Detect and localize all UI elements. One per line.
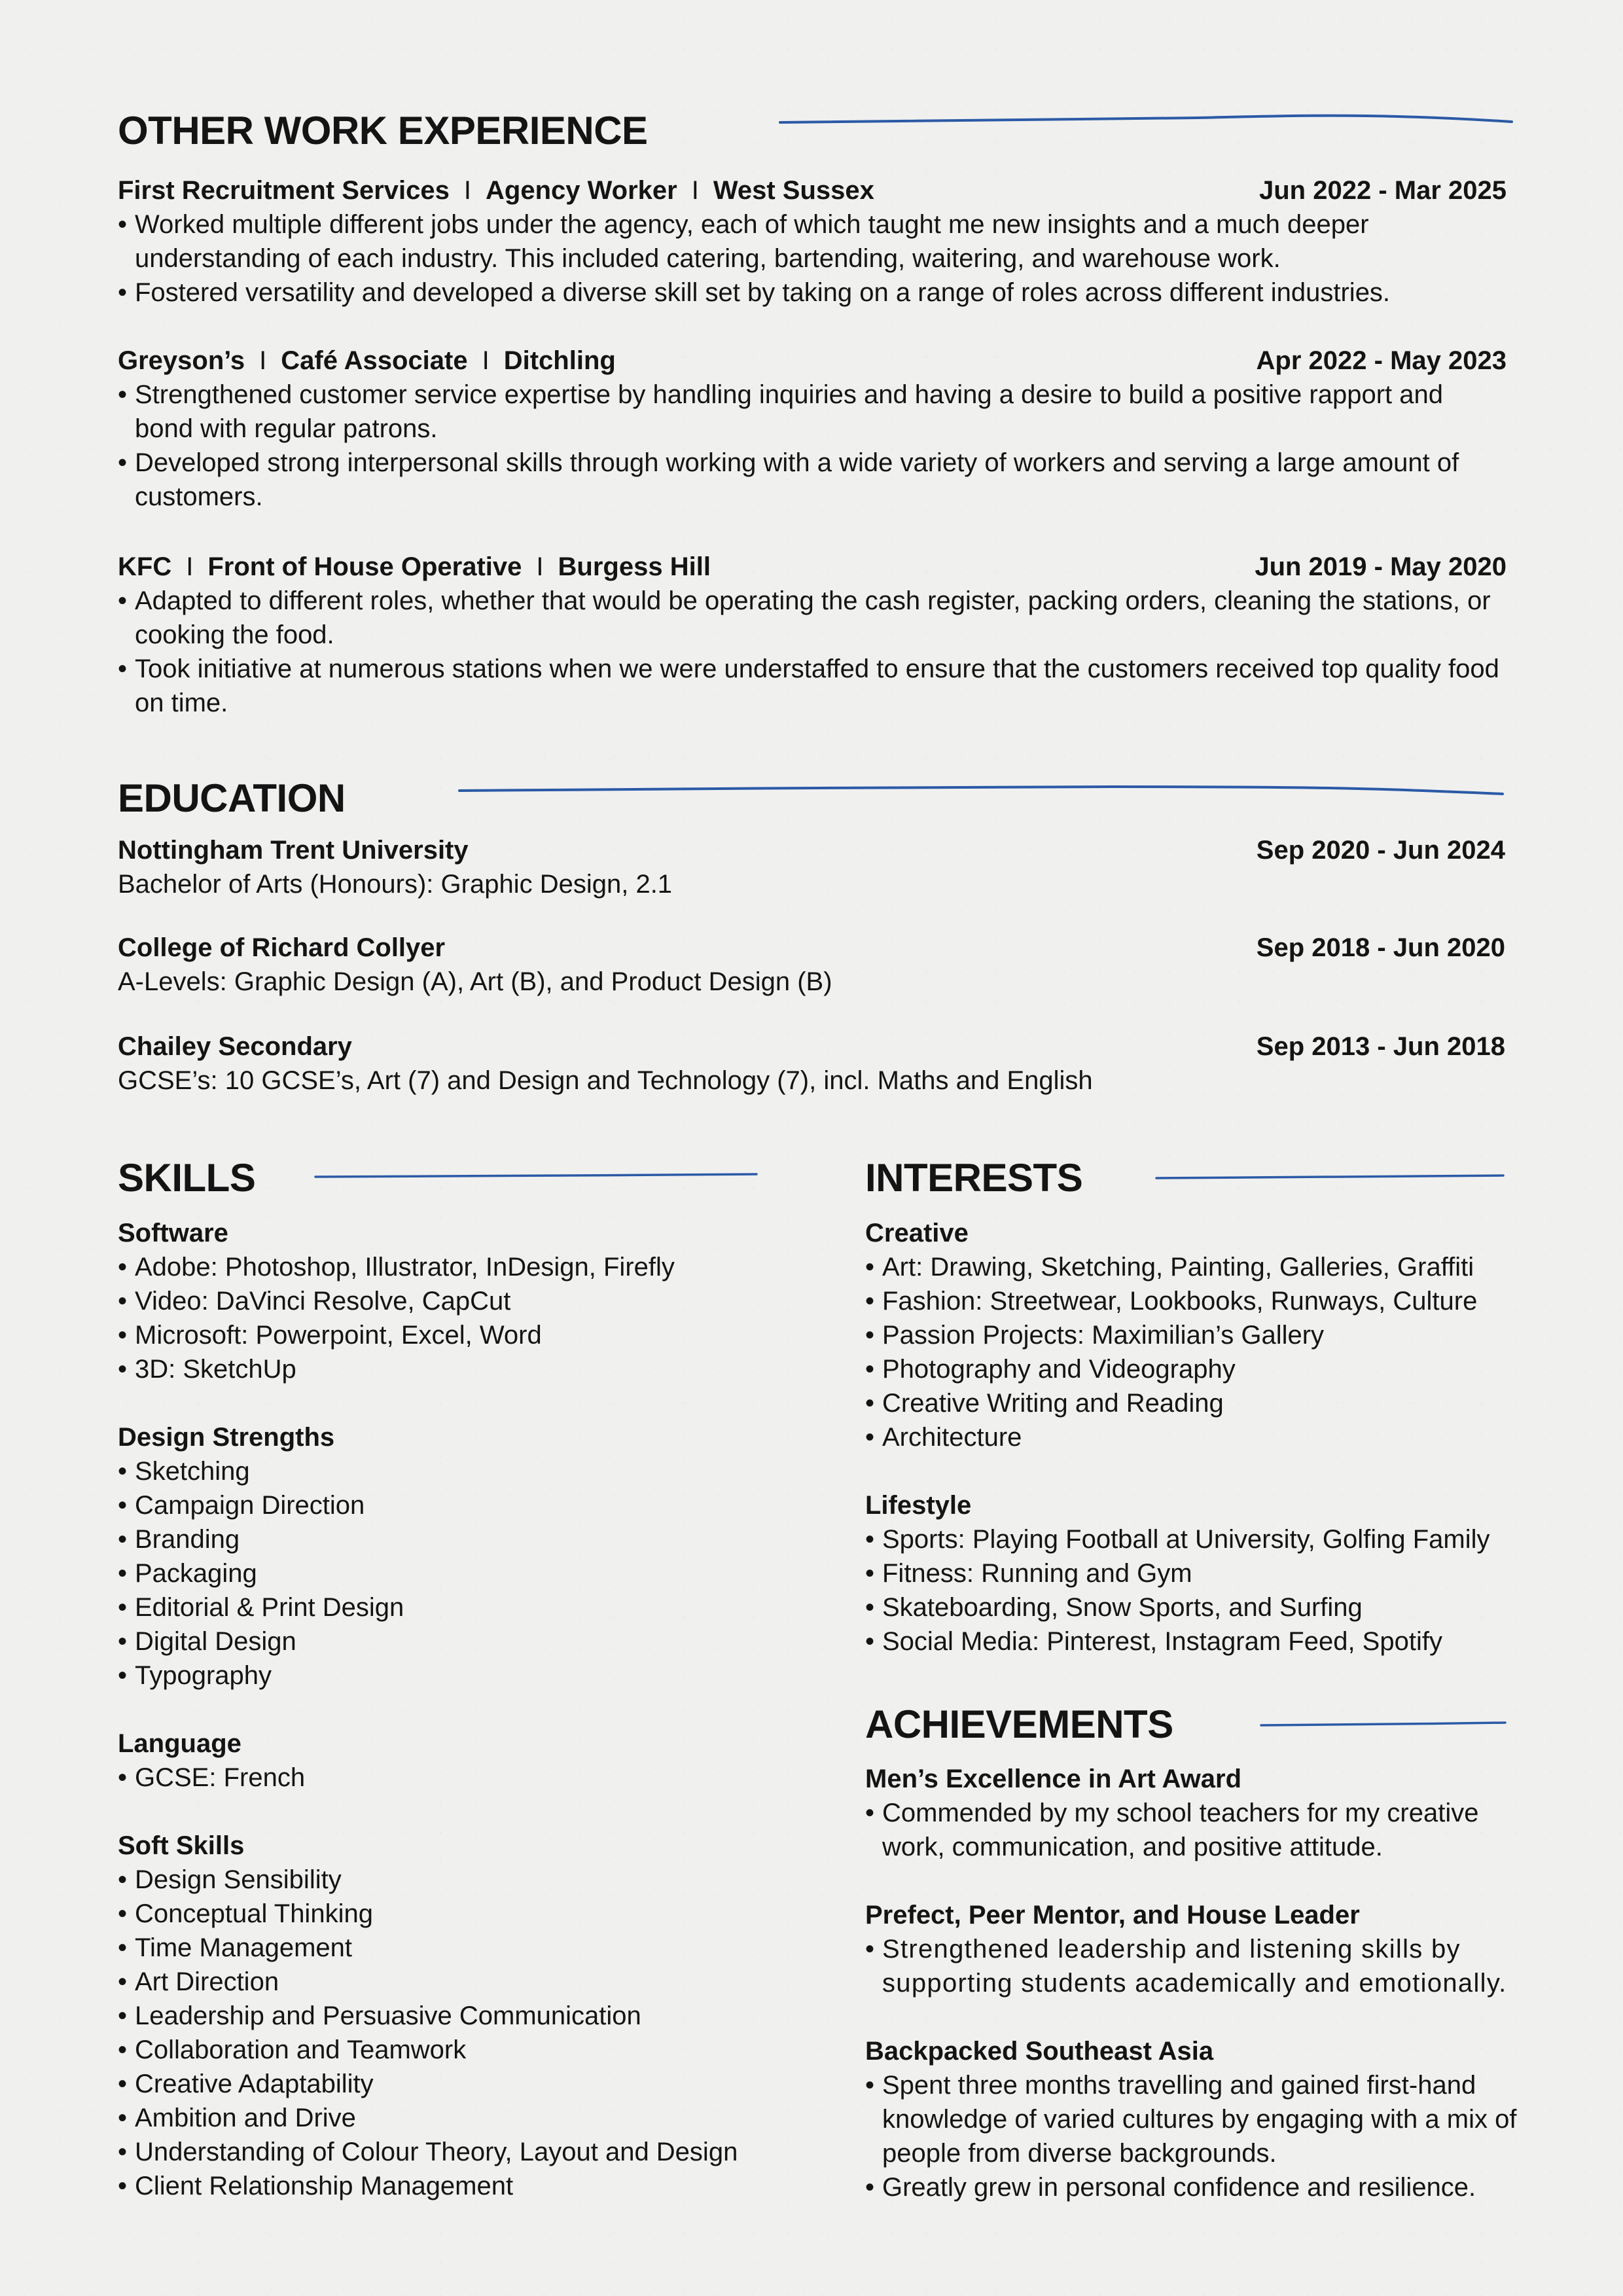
job-role: Agency Worker — [486, 176, 677, 205]
separator: I — [536, 552, 544, 581]
interests-group — [865, 1488, 1520, 1659]
list-item: • Design Sensibility — [118, 1863, 825, 1897]
achievement-title: Backpacked Southeast Asia — [865, 2037, 1214, 2066]
list-item: • Leadership and Persuasive Communication — [118, 1999, 825, 2033]
skills-heading: SKILLS — [118, 1156, 256, 1200]
skills-group — [118, 1216, 825, 1386]
education-header — [118, 1030, 1505, 1064]
achievement-entry — [865, 1762, 1520, 1864]
job-title-line — [118, 173, 874, 207]
separator: I — [482, 346, 490, 375]
list-item: • Spent three months travelling and gained first-hand knowledge of varied cultures by engaging with a mix of people from diverse backgrounds. — [865, 2068, 1520, 2170]
list-item: • Video: DaVinci Resolve, CapCut — [118, 1284, 825, 1318]
list-item: • Sketching — [118, 1454, 825, 1488]
education-heading-rule — [458, 779, 1505, 798]
education-header — [118, 833, 1505, 867]
education-entry — [118, 931, 1505, 999]
interests-group-title: Creative — [865, 1219, 969, 1247]
list-item: • Creative Adaptability — [118, 2067, 825, 2101]
skills-group-title: Design Strengths — [118, 1423, 335, 1452]
work-heading: OTHER WORK EXPERIENCE — [118, 109, 648, 152]
interests-column — [865, 1216, 1520, 1693]
list-item: • Conceptual Thinking — [118, 1897, 825, 1931]
skills-list — [118, 1761, 825, 1795]
list-item: • Architecture — [865, 1420, 1520, 1454]
list-item: • Digital Design — [118, 1624, 825, 1659]
education-dates: Sep 2018 - Jun 2020 — [1256, 933, 1505, 962]
achievement-title: Prefect, Peer Mentor, and House Leader — [865, 1901, 1360, 1929]
job-header — [118, 550, 1507, 584]
list-item: • Fashion: Streetwear, Lookbooks, Runways, Culture — [865, 1284, 1520, 1318]
list-item: • Greatly grew in personal confidence and resilience. — [865, 2170, 1520, 2204]
list-item: • Adobe: Photoshop, Illustrator, InDesign, Firefly — [118, 1250, 825, 1284]
job-bullets — [118, 378, 1507, 514]
skills-group-title: Software — [118, 1219, 228, 1247]
list-item: • 3D: SketchUp — [118, 1352, 825, 1386]
job-bullet: • Worked multiple different jobs under the agency, each of which taught me new insights and a much deeper understanding of each industry. This included catering, bartending, waitering, and warehouse work. — [118, 207, 1507, 276]
education-dates: Sep 2013 - Jun 2018 — [1256, 1032, 1505, 1061]
separator: I — [186, 552, 194, 581]
skills-list — [118, 1250, 825, 1386]
job-employer: KFC — [118, 552, 172, 581]
list-item: • Client Relationship Management — [118, 2169, 825, 2203]
separator: I — [259, 346, 267, 375]
job-employer: Greyson’s — [118, 346, 245, 375]
separator: I — [463, 176, 471, 205]
education-dates: Sep 2020 - Jun 2024 — [1256, 836, 1505, 865]
job-bullets — [118, 584, 1507, 720]
list-item: • Social Media: Pinterest, Instagram Feed, Spotify — [865, 1624, 1520, 1659]
skills-group-title: Soft Skills — [118, 1831, 245, 1860]
job-location: Ditchling — [503, 346, 616, 375]
achievement-bullets — [865, 2068, 1520, 2204]
job-title-line — [118, 344, 616, 378]
job-bullet: • Fostered versatility and developed a diverse skill set by taking on a range of roles across different industries. — [118, 276, 1507, 310]
job-location: West Sussex — [713, 176, 874, 205]
job-bullet: • Took initiative at numerous stations when we were understaffed to ensure that the customers received top quality food on time. — [118, 652, 1507, 720]
list-item: • Photography and Videography — [865, 1352, 1520, 1386]
education-school: Nottingham Trent University — [118, 836, 469, 865]
job-entry — [118, 344, 1507, 514]
achievements-column — [865, 1762, 1520, 2238]
education-heading: EDUCATION — [118, 776, 346, 820]
job-title-line — [118, 550, 711, 584]
list-item: • Typography — [118, 1659, 825, 1693]
education-detail: A-Levels: Graphic Design (A), Art (B), and Product Design (B) — [118, 967, 832, 996]
achievement-bullets — [865, 1932, 1520, 2000]
job-role: Front of House Operative — [207, 552, 522, 581]
achievement-entry — [865, 1898, 1520, 2000]
achievements-heading-rule — [1260, 1716, 1507, 1732]
skills-group — [118, 1829, 825, 2203]
skills-list — [118, 1454, 825, 1693]
job-header — [118, 173, 1507, 207]
interests-group — [865, 1216, 1520, 1454]
skills-heading-rule — [314, 1165, 759, 1181]
interests-heading-rule — [1155, 1165, 1505, 1181]
job-employer: First Recruitment Services — [118, 176, 450, 205]
job-entry — [118, 173, 1507, 310]
education-detail: GCSE’s: 10 GCSE’s, Art (7) and Design and Technology (7), incl. Maths and English — [118, 1066, 1093, 1095]
job-bullet: • Strengthened customer service expertise by handling inquiries and having a desire to build a positive rapport and bond with regular patrons. — [118, 378, 1507, 446]
education-header — [118, 931, 1505, 965]
list-item: • Collaboration and Teamwork — [118, 2033, 825, 2067]
achievement-title: Men’s Excellence in Art Award — [865, 1765, 1242, 1793]
job-bullet: • Developed strong interpersonal skills through working with a wide variety of workers and serving a large amount of customers. — [118, 446, 1507, 514]
achievements-heading: ACHIEVEMENTS — [865, 1702, 1173, 1746]
skills-column — [118, 1216, 825, 2237]
list-item: • Microsoft: Powerpoint, Excel, Word — [118, 1318, 825, 1352]
list-item: • Skateboarding, Snow Sports, and Surfing — [865, 1590, 1520, 1624]
achievement-bullets — [865, 1796, 1520, 1864]
list-item: • Art Direction — [118, 1965, 825, 1999]
job-location: Burgess Hill — [558, 552, 711, 581]
skills-list — [118, 1863, 825, 2203]
list-item: • Commended by my school teachers for my creative work, communication, and positive attitude. — [865, 1796, 1520, 1864]
list-item: • Campaign Direction — [118, 1488, 825, 1522]
list-item: • Fitness: Running and Gym — [865, 1556, 1520, 1590]
education-entry — [118, 833, 1505, 901]
list-item: • Creative Writing and Reading — [865, 1386, 1520, 1420]
education-detail: Bachelor of Arts (Honours): Graphic Design, 2.1 — [118, 870, 673, 899]
separator: I — [691, 176, 699, 205]
job-dates: Jun 2019 - May 2020 — [1255, 552, 1507, 581]
list-item: • GCSE: French — [118, 1761, 825, 1795]
job-dates: Jun 2022 - Mar 2025 — [1259, 176, 1507, 205]
list-item: • Strengthened leadership and listening skills by supporting students academically and emotionally. — [865, 1932, 1520, 2000]
job-header — [118, 344, 1507, 378]
list-item: • Passion Projects: Maximilian’s Gallery — [865, 1318, 1520, 1352]
list-item: • Time Management — [118, 1931, 825, 1965]
education-school: College of Richard Collyer — [118, 933, 446, 962]
list-item: • Understanding of Colour Theory, Layout and Design — [118, 2135, 825, 2169]
skills-group — [118, 1727, 825, 1795]
interests-list — [865, 1522, 1520, 1659]
education-entry — [118, 1030, 1505, 1098]
list-item: • Ambition and Drive — [118, 2101, 825, 2135]
job-bullet: • Adapted to different roles, whether that would be operating the cash register, packing orders, cleaning the stations, or cooking the food. — [118, 584, 1507, 652]
skills-group-title: Language — [118, 1729, 241, 1758]
education-school: Chailey Secondary — [118, 1032, 352, 1061]
list-item: • Branding — [118, 1522, 825, 1556]
job-dates: Apr 2022 - May 2023 — [1256, 346, 1507, 375]
achievement-entry — [865, 2034, 1520, 2204]
job-bullets — [118, 207, 1507, 310]
work-heading-rule — [779, 105, 1515, 124]
list-item: • Editorial & Print Design — [118, 1590, 825, 1624]
skills-group — [118, 1420, 825, 1693]
interests-group-title: Lifestyle — [865, 1491, 972, 1520]
interests-heading: INTERESTS — [865, 1156, 1083, 1200]
job-role: Café Associate — [281, 346, 468, 375]
list-item: • Sports: Playing Football at University, Golfing Family — [865, 1522, 1520, 1556]
interests-list — [865, 1250, 1520, 1454]
list-item: • Packaging — [118, 1556, 825, 1590]
list-item: • Art: Drawing, Sketching, Painting, Galleries, Graffiti — [865, 1250, 1520, 1284]
job-entry — [118, 550, 1507, 720]
